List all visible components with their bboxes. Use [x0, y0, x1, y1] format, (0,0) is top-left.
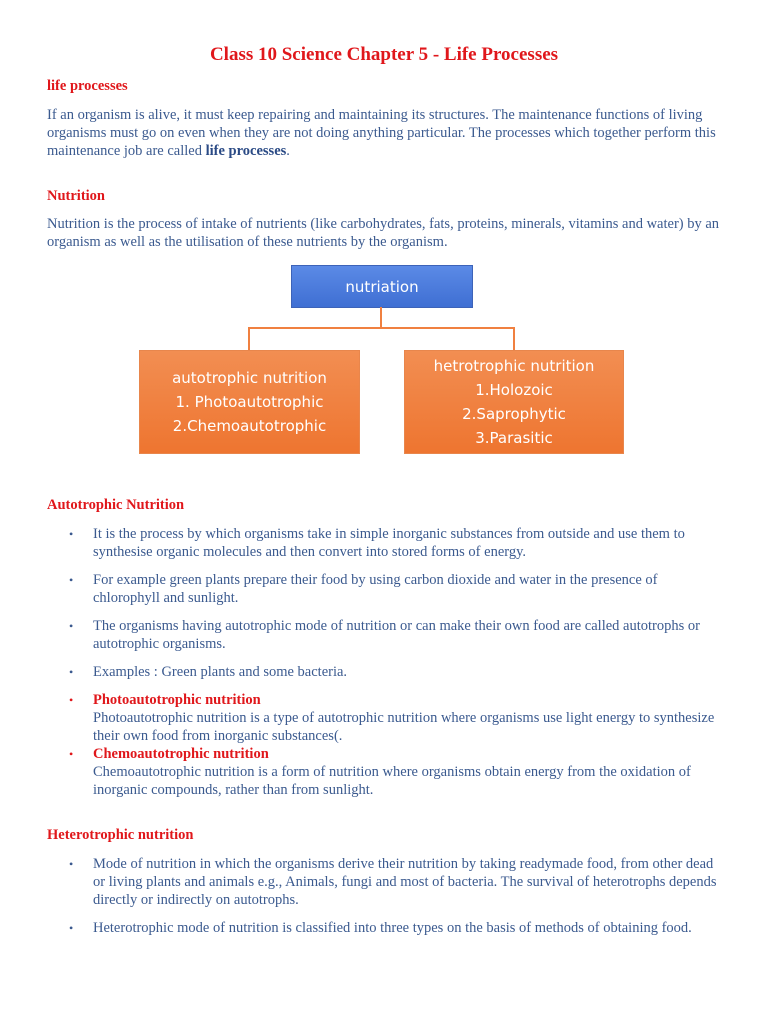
heading-heterotrophic: Heterotrophic nutrition [47, 827, 194, 843]
diagram-connector-right [513, 327, 515, 350]
bullet-icon: • [69, 619, 74, 633]
chemoautotrophic-heading: Chemoautotrophic nutrition [93, 746, 269, 762]
bullet-icon: • [69, 665, 74, 679]
autotrophic-box-item: 1. Photoautotrophic [175, 393, 324, 411]
list-item-text: Heterotrophic mode of nutrition is classified into three types on the basis of methods of obtaining food. [93, 920, 692, 936]
diagram-heterotrophic-box [404, 350, 624, 454]
heading-autotrophic: Autotrophic Nutrition [47, 497, 185, 513]
diagram-connector-left [248, 327, 250, 350]
bullet-icon: • [69, 693, 74, 707]
photoautotrophic-text: Photoautotrophic nutrition is a type of autotrophic nutrition where organisms use light energy to synthesize their own food from inorganic substances(. [93, 710, 715, 744]
bullet-icon: • [69, 527, 74, 541]
list-item [47, 525, 727, 561]
list-item [47, 745, 727, 799]
heterotrophic-list [47, 855, 727, 937]
bullet-icon: • [69, 573, 74, 587]
list-item [47, 663, 727, 681]
photoautotrophic-heading: Photoautotrophic nutrition [93, 692, 261, 708]
heterotrophic-box-item: 2.Saprophytic [462, 405, 566, 423]
list-item [47, 919, 727, 937]
heterotrophic-box-title: hetrotrophic nutrition [433, 357, 595, 375]
autotrophic-list [47, 525, 727, 799]
life-processes-paragraph [47, 106, 737, 160]
bullet-icon: • [69, 857, 74, 871]
heading-nutrition: Nutrition [47, 188, 105, 204]
bullet-icon: • [69, 921, 74, 935]
list-item-text: Examples : Green plants and some bacteria. [93, 664, 348, 680]
list-item-text: It is the process by which organisms take in simple inorganic substances from outside and use them to synthesise organic molecules and then convert into stored forms of energy. [93, 526, 685, 560]
life-processes-text: If an organism is alive, it must keep repairing and maintaining its structures. The maintenance functions of living organisms must go on even when they are not doing anything particular. The processes which together perform this maintenance job are called [47, 107, 716, 159]
heterotrophic-box-item: 3.Parasitic [475, 429, 553, 447]
list-item-text: For example green plants prepare their food by using carbon dioxide and water in the presence of chlorophyll and sunlight. [93, 572, 658, 606]
list-item [47, 855, 727, 909]
page-title: Class 10 Science Chapter 5 - Life Processes [209, 44, 559, 65]
list-item [47, 691, 727, 745]
list-item [47, 617, 727, 653]
life-processes-term: life processes [205, 143, 287, 159]
list-item [47, 571, 727, 607]
list-item-text: Mode of nutrition in which the organisms derive their nutrition by taking readymade food, from other dead or living plants and animals e.g., Animals, fungi and most of bacteria. The survival of heterotrophs depends directly or indirectly on autotrophs. [93, 856, 717, 908]
diagram-root-box [291, 265, 473, 308]
bullet-icon: • [69, 747, 74, 761]
life-processes-period: . [286, 143, 290, 159]
autotrophic-box-item: 2.Chemoautotrophic [172, 417, 327, 435]
diagram-autotrophic-box [139, 350, 360, 454]
diagram-connector-bar [248, 327, 514, 329]
diagram-connector-stem [380, 307, 382, 328]
diagram-root-label: nutriation [345, 277, 419, 296]
chemoautotrophic-text: Chemoautotrophic nutrition is a form of nutrition where organisms obtain energy from the oxidation of inorganic compounds, rather than from sunlight. [93, 764, 691, 798]
autotrophic-box-title: autotrophic nutrition [172, 369, 327, 387]
list-item-text: The organisms having autotrophic mode of nutrition or can make their own food are called autotrophs or autotrophic organisms. [93, 618, 700, 652]
heterotrophic-box-item: 1.Holozoic [475, 381, 553, 399]
nutrition-paragraph: Nutrition is the process of intake of nutrients (like carbohydrates, fats, proteins, minerals, vitamins and water) by an organism as well as the utilisation of these nutrients by the organism. [47, 216, 720, 250]
heading-life-processes: life processes [47, 78, 128, 94]
